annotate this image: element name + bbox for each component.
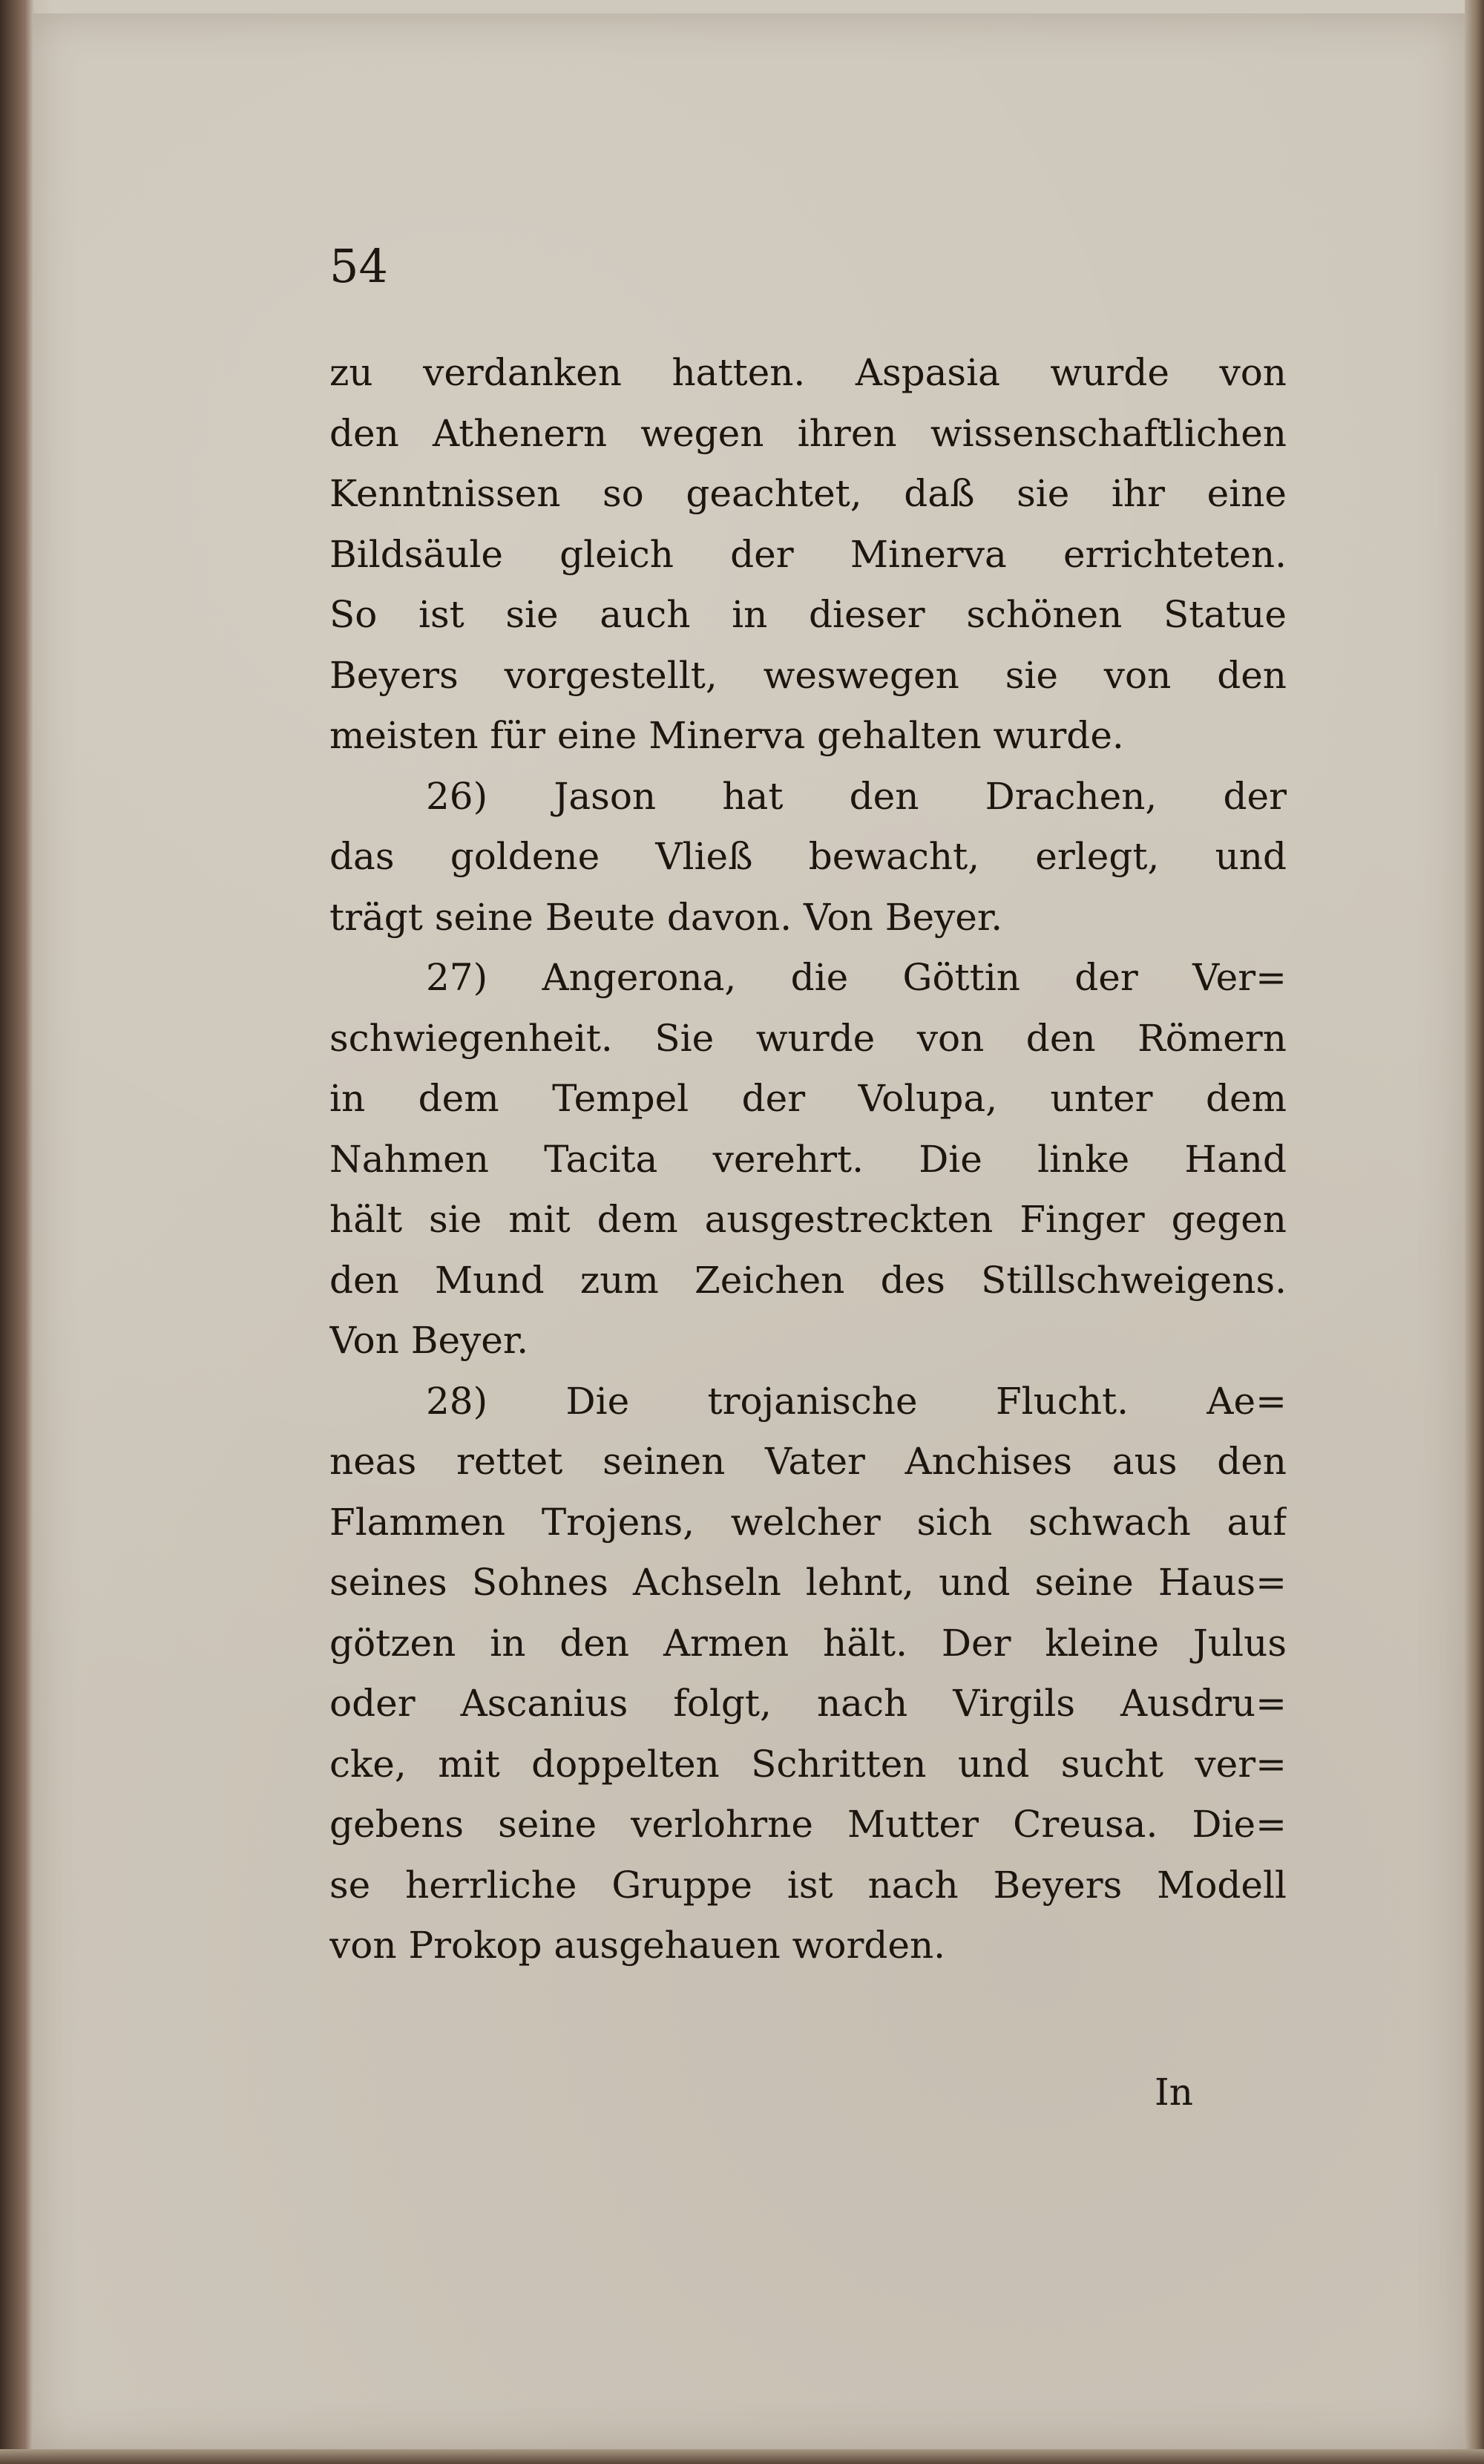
- page-number: 54: [329, 239, 388, 293]
- text-line: se herrliche Gruppe ist nach Beyers Modell: [329, 1863, 1287, 1907]
- book-edge: [1465, 0, 1484, 2464]
- text-line: Flammen Trojens, welcher sich schwach auf: [329, 1500, 1287, 1544]
- text-line: trägt seine Beute davon. Von Beyer.: [329, 895, 1003, 939]
- text-line: Bildsäule gleich der Minerva errichteten.: [329, 532, 1287, 576]
- text-line: götzen in den Armen hält. Der kleine Julus: [329, 1621, 1287, 1665]
- text-line: Nahmen Tacita verehrt. Die linke Hand: [329, 1137, 1287, 1181]
- entry-28-heading: 28) Die trojanische Flucht. Ae=: [426, 1379, 1287, 1423]
- text-line: cke, mit doppelten Schritten und sucht ver=: [329, 1742, 1287, 1786]
- text-line: von Prokop ausgehauen worden.: [329, 1924, 946, 1967]
- text-line: hält sie mit dem ausgestreckten Finger gegen: [329, 1198, 1287, 1241]
- text-line: zu verdanken hatten. Aspasia wurde von: [329, 351, 1287, 394]
- text-line: seines Sohnes Achseln lehnt, und seine Haus=: [329, 1561, 1287, 1604]
- catchword: In: [1155, 2071, 1193, 2114]
- text-line: So ist sie auch in dieser schönen Statue: [329, 593, 1287, 636]
- text-line: oder Ascanius folgt, nach Virgils Ausdru=: [329, 1682, 1287, 1725]
- text-line: meisten für eine Minerva gehalten wurde.: [329, 714, 1124, 757]
- text-line: Kenntnissen so geachtet, daß sie ihr eine: [329, 472, 1287, 515]
- body-text: [329, 343, 1287, 1976]
- entry-26-heading: 26) Jason hat den Drachen, der: [426, 774, 1287, 818]
- book-bottom-edge: [0, 2449, 1484, 2464]
- text-line: schwiegenheit. Sie wurde von den Römern: [329, 1016, 1287, 1060]
- text-line: den Mund zum Zeichen des Stillschweigens.: [329, 1258, 1287, 1302]
- text-line: Von Beyer.: [329, 1319, 529, 1362]
- text-line: in dem Tempel der Volupa, unter dem: [329, 1077, 1287, 1120]
- text-line: gebens seine verlohrne Mutter Creusa. Die=: [329, 1803, 1287, 1846]
- text-line: das goldene Vließ bewacht, erlegt, und: [329, 835, 1287, 878]
- text-line: den Athenern wegen ihren wissenschaftlichen: [329, 411, 1287, 455]
- entry-27-heading: 27) Angerona, die Göttin der Ver=: [426, 956, 1287, 999]
- text-line: Beyers vorgestellt, weswegen sie von den: [329, 653, 1287, 697]
- text-line: neas rettet seinen Vater Anchises aus den: [329, 1440, 1287, 1483]
